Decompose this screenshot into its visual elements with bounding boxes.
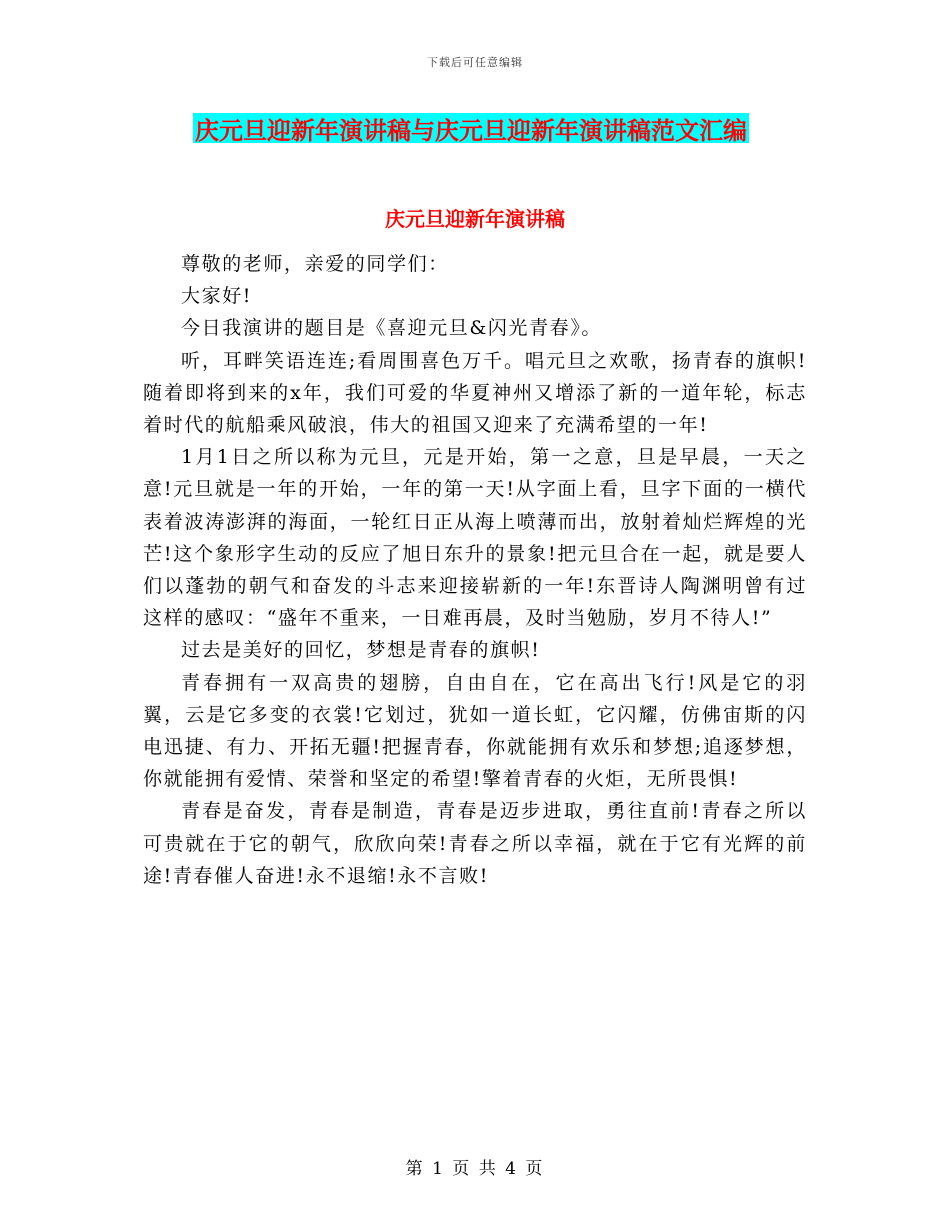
page-number: 第 1 页 共 4 页: [405, 1159, 545, 1179]
sub-title: 庆元旦迎新年演讲稿: [385, 207, 565, 231]
header-note: 下载后可任意编辑: [427, 56, 523, 69]
main-title-highlight: [193, 113, 749, 143]
paragraph-youth-spirit: 青春是奋发，青春是制造，青春是迈步进取，勇往直前!青春之所以可贵就在于它的朝气，欣欣向荣!青春之所以幸福，就在于它有光辉的前途!青春催人奋进!永不退缩!永不言败!: [143, 800, 807, 887]
paragraph-greeting: 尊敬的老师，亲爱的同学们：: [181, 253, 449, 275]
paragraph-topic: 今日我演讲的题目是《喜迎元旦&闪光青春》。: [181, 317, 603, 340]
paragraph-new-year: 听，耳畔笑语连连;看周围喜色万千。唱元旦之欢歌，扬青春的旗帜! 随着即将到来的x年，我们可爱的华夏神州又增添了新的一道年轮，标志着时代的航船乘风破浪，伟大的祖国又迎来了充满希望的一年!: [143, 349, 807, 437]
paragraph-yuandan-meaning: 1月1日之所以称为元旦，元是开始，第一之意，旦是早晨，一天之意!元旦就是一年的开始，一年的第一天!从字面上看，旦字下面的一横代表着波涛澎湃的海面，一轮红日正从海上喷薄而出，放射着灿烂辉煌的光芒!这个象形字生动的反应了旭日东升的景象!把元旦合在一起，就是要人们以蓬勃的朝气和奋发的斗志来迎接崭新的一年!东晋诗人陶渊明曾有过这样的感叹：“盛年不重来，一日难再晨，及时当勉励，岁月不待人!”: [143, 446, 807, 630]
paragraph-dream: 过去是美好的回忆，梦想是青春的旗帜!: [181, 639, 541, 662]
main-title: 庆元旦迎新年演讲稿与庆元旦迎新年演讲稿范文汇编: [195, 115, 747, 145]
document-body: [143, 248, 807, 892]
paragraph-hello: 大家好!: [181, 285, 253, 308]
paragraph-youth-wings: 青春拥有一双高贵的翅膀，自由自在，它在高出飞行!风是它的羽翼，云是它多变的衣裳!它划过，犹如一道长虹，它闪耀，仿佛宙斯的闪电迅捷、有力、开拓无疆!把握青春，你就能拥有欢乐和梦想;追逐梦想，你就能拥有爱情、荣誉和坚定的希望!擎着青春的火炬，无所畏惧!: [143, 671, 807, 791]
